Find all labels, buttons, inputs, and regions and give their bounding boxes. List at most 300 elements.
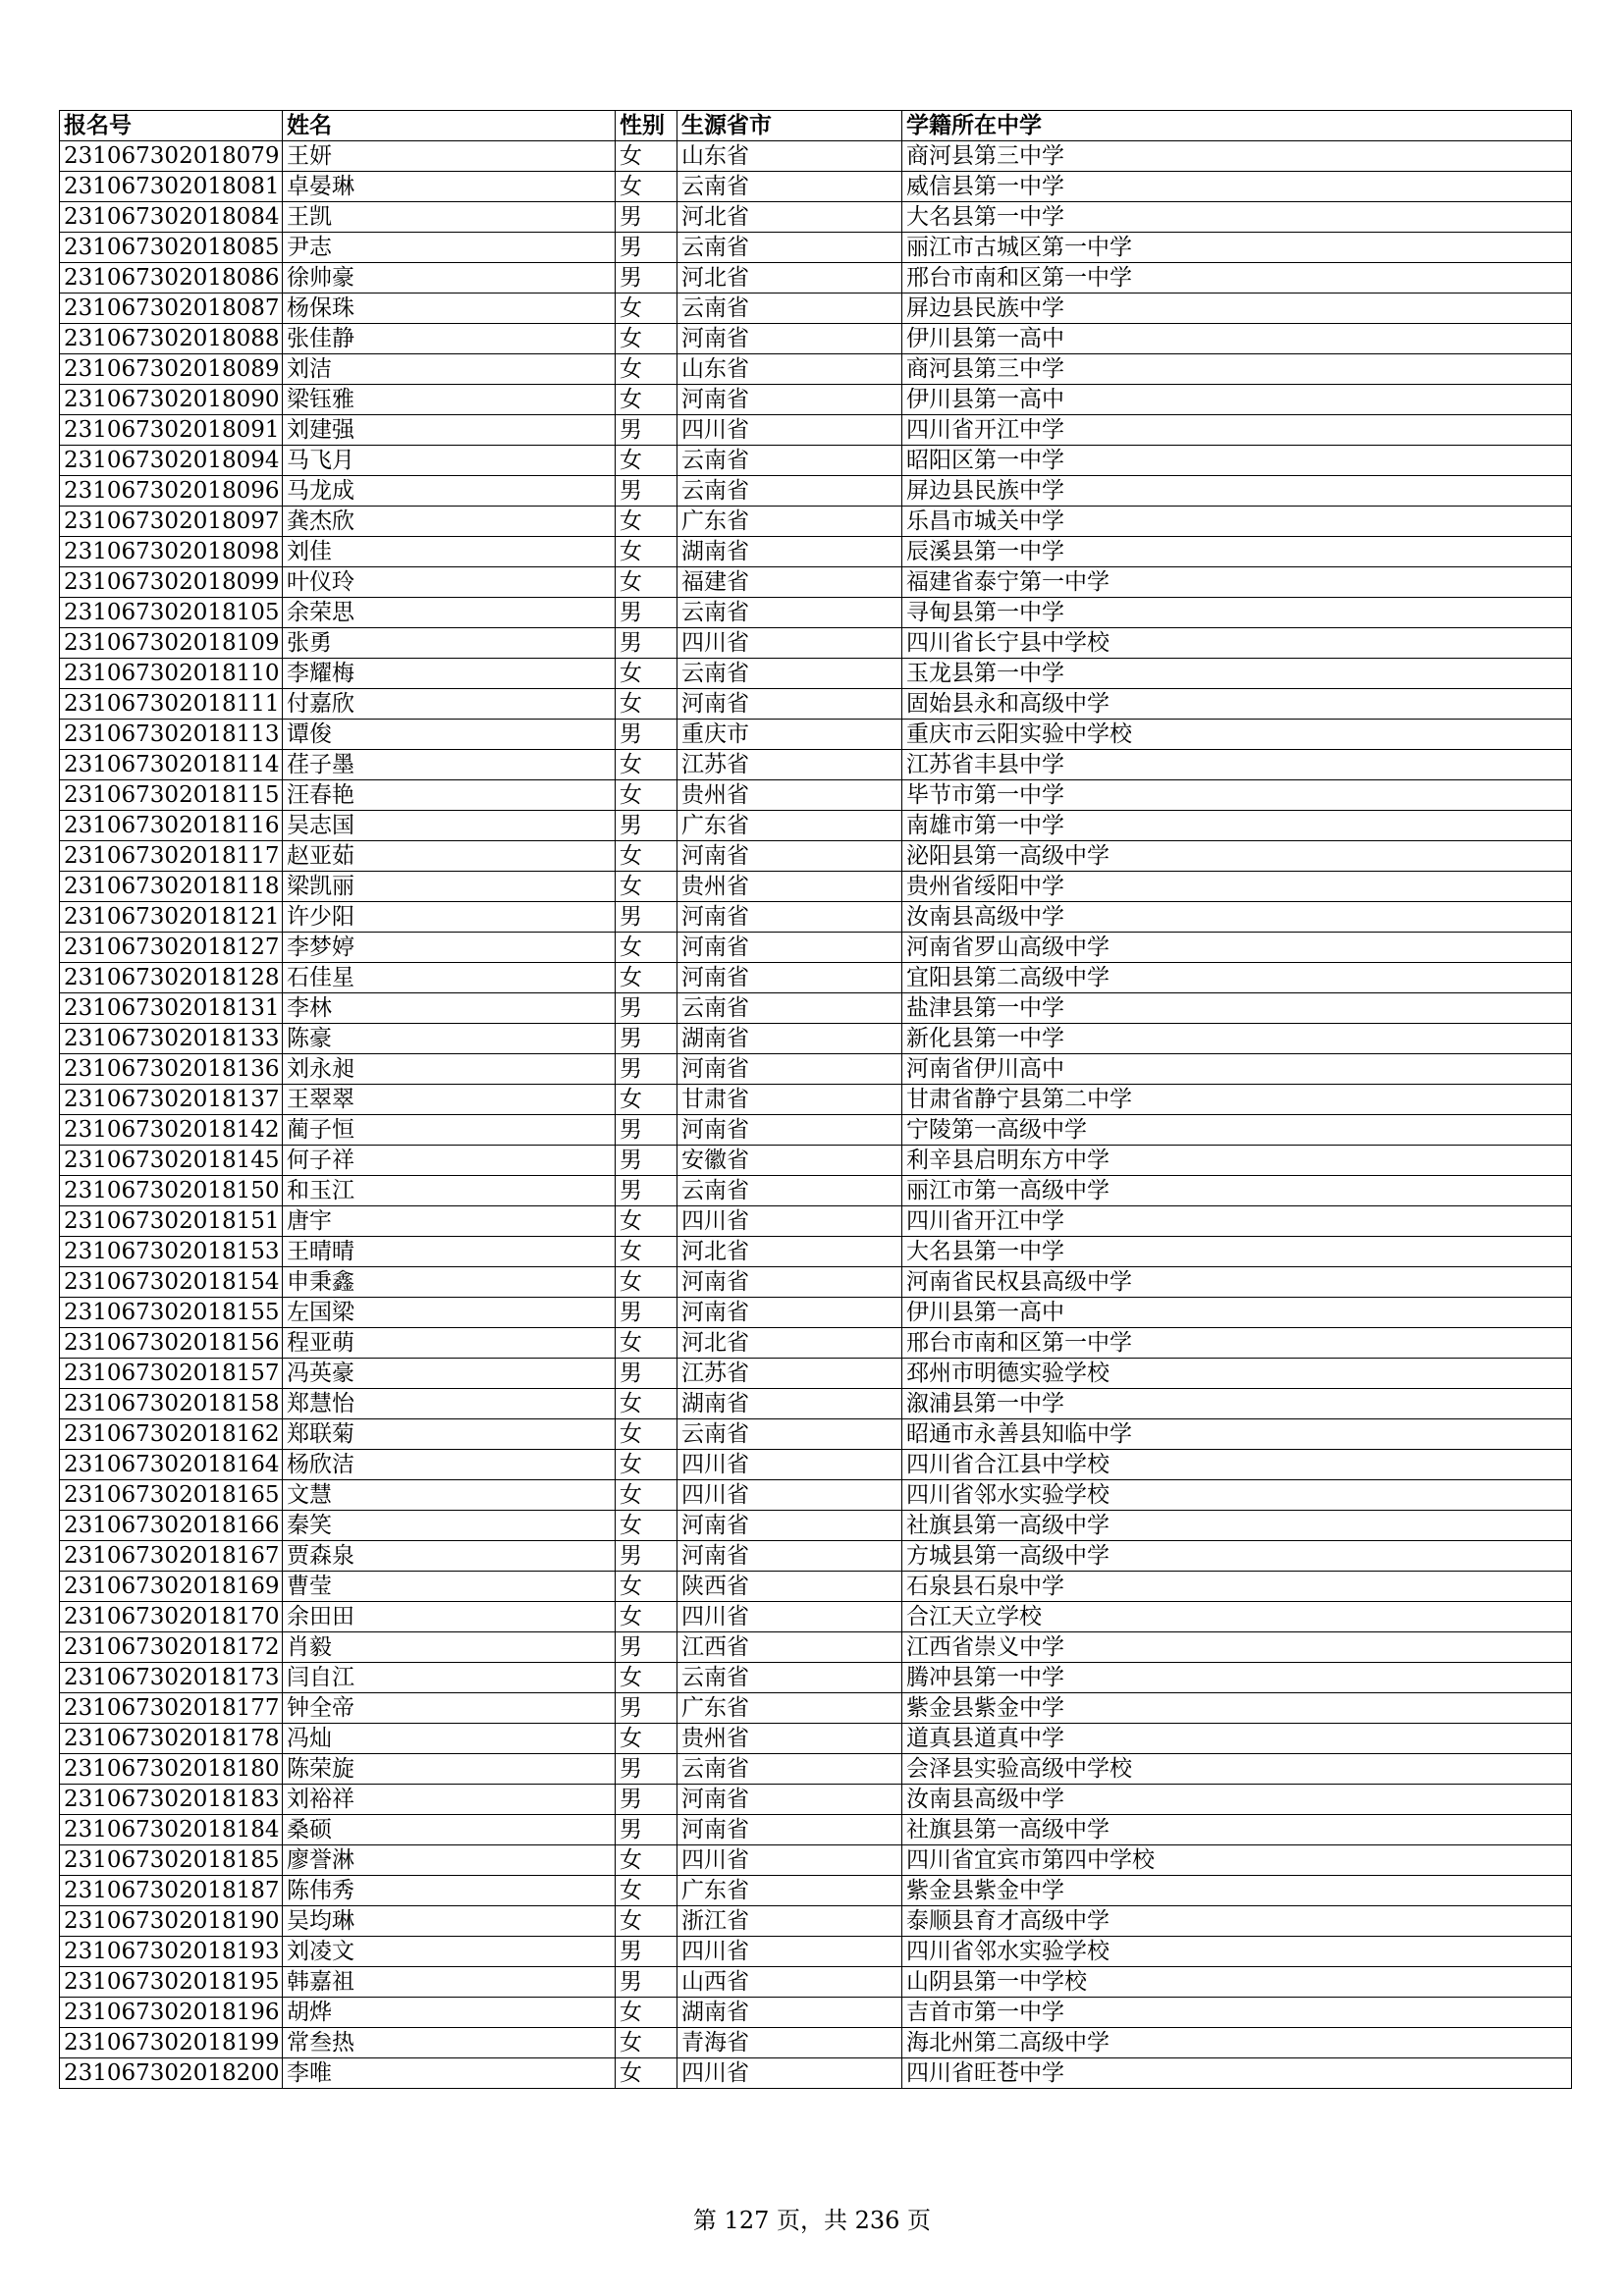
school-cell: 屏边县民族中学 [902,476,1572,507]
gender-cell: 女 [616,1085,677,1115]
province-cell: 河南省 [677,1115,902,1146]
province-cell: 云南省 [677,233,902,263]
province-cell: 河南省 [677,1298,902,1328]
registration-number-cell: 231067302018165 [60,1480,283,1511]
school-cell: 泰顺县育才高级中学 [902,1906,1572,1937]
registration-number-cell: 231067302018114 [60,750,283,780]
school-cell: 河南省民权县高级中学 [902,1267,1572,1298]
gender-cell: 女 [616,1511,677,1541]
table-row [60,537,1572,567]
name-cell: 荏子墨 [283,750,616,780]
name-cell: 冯英豪 [283,1359,616,1389]
name-cell: 谭俊 [283,720,616,750]
school-cell: 商河县第三中学 [902,354,1572,385]
gender-cell: 女 [616,567,677,598]
registration-number-cell: 231067302018094 [60,446,283,476]
province-cell: 河北省 [677,263,902,294]
table-row [60,872,1572,902]
school-cell: 汝南县高级中学 [902,902,1572,933]
name-cell: 吴志国 [283,811,616,841]
province-cell: 广东省 [677,1876,902,1906]
school-cell: 四川省宜宾市第四中学校 [902,1845,1572,1876]
school-cell: 伊川县第一高中 [902,1298,1572,1328]
table-row [60,294,1572,324]
table-row [60,1693,1572,1724]
school-cell: 盐津县第一中学 [902,993,1572,1024]
province-cell: 河南省 [677,963,902,993]
school-cell: 宁陵第一高级中学 [902,1115,1572,1146]
province-cell: 河南省 [677,1511,902,1541]
province-cell: 四川省 [677,628,902,659]
gender-cell: 女 [616,537,677,567]
table-row [60,1632,1572,1663]
school-cell: 会泽县实验高级中学校 [902,1754,1572,1785]
name-cell: 叶仪玲 [283,567,616,598]
gender-cell: 女 [616,689,677,720]
province-cell: 河南省 [677,1267,902,1298]
registration-number-cell: 231067302018187 [60,1876,283,1906]
school-cell: 屏边县民族中学 [902,294,1572,324]
registration-number-cell: 231067302018086 [60,263,283,294]
gender-cell: 女 [616,172,677,202]
gender-cell: 男 [616,1754,677,1785]
gender-cell: 女 [616,780,677,811]
school-cell: 泌阳县第一高级中学 [902,841,1572,872]
school-cell: 福建省泰宁第一中学 [902,567,1572,598]
province-cell: 河南省 [677,933,902,963]
name-cell: 李林 [283,993,616,1024]
province-cell: 湖南省 [677,1389,902,1419]
gender-cell: 男 [616,1024,677,1054]
table-row [60,659,1572,689]
table-row [60,1024,1572,1054]
table-row [60,811,1572,841]
school-cell: 四川省开江中学 [902,415,1572,446]
registration-number-cell: 231067302018079 [60,141,283,172]
gender-cell: 女 [616,933,677,963]
name-cell: 徐帅豪 [283,263,616,294]
school-cell: 腾冲县第一中学 [902,1663,1572,1693]
school-cell: 丽江市第一高级中学 [902,1176,1572,1206]
registration-number-cell: 231067302018150 [60,1176,283,1206]
registration-number-cell: 231067302018128 [60,963,283,993]
registration-number-cell: 231067302018154 [60,1267,283,1298]
table-row [60,720,1572,750]
school-cell: 寻甸县第一中学 [902,598,1572,628]
gender-cell: 男 [616,993,677,1024]
name-cell: 陈荣旋 [283,1754,616,1785]
province-cell: 云南省 [677,172,902,202]
registration-number-cell: 231067302018116 [60,811,283,841]
school-cell: 紫金县紫金中学 [902,1876,1572,1906]
gender-cell: 男 [616,811,677,841]
name-cell: 马龙成 [283,476,616,507]
table-row [60,1724,1572,1754]
gender-cell: 女 [616,750,677,780]
table-row [60,324,1572,354]
table-row [60,1298,1572,1328]
table-row [60,354,1572,385]
registration-number-cell: 231067302018184 [60,1815,283,1845]
registration-number-cell: 231067302018170 [60,1602,283,1632]
registration-number-cell: 231067302018105 [60,598,283,628]
gender-cell: 男 [616,1785,677,1815]
name-cell: 郑慧怡 [283,1389,616,1419]
name-cell: 余荣思 [283,598,616,628]
registration-number-cell: 231067302018098 [60,537,283,567]
school-cell: 四川省邻水实验学校 [902,1937,1572,1967]
school-cell: 玉龙县第一中学 [902,659,1572,689]
gender-cell: 女 [616,1663,677,1693]
table-row [60,689,1572,720]
school-cell: 利辛县启明东方中学 [902,1146,1572,1176]
table-row [60,902,1572,933]
name-cell: 冯灿 [283,1724,616,1754]
school-cell: 昭通市永善县知临中学 [902,1419,1572,1450]
name-cell: 何子祥 [283,1146,616,1176]
province-cell: 云南省 [677,598,902,628]
name-cell: 刘建强 [283,415,616,446]
name-cell: 吴均琳 [283,1906,616,1937]
table-row [60,202,1572,233]
registration-number-cell: 231067302018156 [60,1328,283,1359]
registration-number-cell: 231067302018178 [60,1724,283,1754]
registration-number-cell: 231067302018173 [60,1663,283,1693]
gender-cell: 男 [616,1176,677,1206]
table-row [60,263,1572,294]
province-cell: 甘肃省 [677,1085,902,1115]
name-cell: 张勇 [283,628,616,659]
registration-number-cell: 231067302018190 [60,1906,283,1937]
school-cell: 固始县永和高级中学 [902,689,1572,720]
gender-cell: 男 [616,263,677,294]
table-row [60,1267,1572,1298]
school-cell: 邢台市南和区第一中学 [902,1328,1572,1359]
gender-cell: 女 [616,841,677,872]
registration-number-cell: 231067302018097 [60,507,283,537]
school-cell: 四川省邻水实验学校 [902,1480,1572,1511]
province-cell: 河南省 [677,385,902,415]
table-row [60,1602,1572,1632]
table-row [60,2058,1572,2089]
table-row [60,1906,1572,1937]
table-row [60,1815,1572,1845]
province-cell: 云南省 [677,1419,902,1450]
name-cell: 桑硕 [283,1815,616,1845]
province-cell: 湖南省 [677,1024,902,1054]
gender-cell: 男 [616,720,677,750]
gender-cell: 女 [616,1328,677,1359]
gender-cell: 女 [616,1419,677,1450]
registration-number-cell: 231067302018133 [60,1024,283,1054]
name-cell: 梁钰雅 [283,385,616,415]
table-row [60,1572,1572,1602]
school-cell: 四川省合江县中学校 [902,1450,1572,1480]
province-cell: 河南省 [677,902,902,933]
province-cell: 河南省 [677,1541,902,1572]
gender-cell: 女 [616,1876,677,1906]
registration-number-cell: 231067302018180 [60,1754,283,1785]
school-cell: 江西省崇义中学 [902,1632,1572,1663]
registration-number-cell: 231067302018137 [60,1085,283,1115]
header-gender: 性别 [616,111,677,141]
province-cell: 四川省 [677,415,902,446]
gender-cell: 女 [616,1906,677,1937]
header-registration-number: 报名号 [60,111,283,141]
registration-number-cell: 231067302018121 [60,902,283,933]
header-province: 生源省市 [677,111,902,141]
table-row [60,1450,1572,1480]
name-cell: 唐宇 [283,1206,616,1237]
gender-cell: 男 [616,1298,677,1328]
gender-cell: 女 [616,1602,677,1632]
admission-list-table [59,110,1572,2089]
registration-number-cell: 231067302018113 [60,720,283,750]
name-cell: 郑联菊 [283,1419,616,1450]
gender-cell: 男 [616,1693,677,1724]
school-cell: 石泉县石泉中学 [902,1572,1572,1602]
province-cell: 云南省 [677,1754,902,1785]
registration-number-cell: 231067302018131 [60,993,283,1024]
table-row [60,1663,1572,1693]
province-cell: 云南省 [677,1663,902,1693]
province-cell: 贵州省 [677,1724,902,1754]
name-cell: 胡烨 [283,1998,616,2028]
name-cell: 和玉江 [283,1176,616,1206]
name-cell: 刘永昶 [283,1054,616,1085]
school-cell: 道真县道真中学 [902,1724,1572,1754]
name-cell: 申秉鑫 [283,1267,616,1298]
gender-cell: 男 [616,415,677,446]
name-cell: 李梦婷 [283,933,616,963]
gender-cell: 女 [616,324,677,354]
table-row [60,1876,1572,1906]
gender-cell: 女 [616,2058,677,2089]
province-cell: 贵州省 [677,872,902,902]
name-cell: 闫自江 [283,1663,616,1693]
name-cell: 韩嘉祖 [283,1967,616,1998]
table-row [60,385,1572,415]
school-cell: 吉首市第一中学 [902,1998,1572,2028]
gender-cell: 女 [616,659,677,689]
school-cell: 邢台市南和区第一中学 [902,263,1572,294]
gender-cell: 男 [616,598,677,628]
name-cell: 王妍 [283,141,616,172]
table-row [60,1085,1572,1115]
registration-number-cell: 231067302018142 [60,1115,283,1146]
registration-number-cell: 231067302018110 [60,659,283,689]
province-cell: 云南省 [677,993,902,1024]
province-cell: 山东省 [677,354,902,385]
table-row [60,1054,1572,1085]
school-cell: 四川省开江中学 [902,1206,1572,1237]
province-cell: 福建省 [677,567,902,598]
school-cell: 丽江市古城区第一中学 [902,233,1572,263]
name-cell: 李耀梅 [283,659,616,689]
province-cell: 四川省 [677,1450,902,1480]
school-cell: 昭阳区第一中学 [902,446,1572,476]
registration-number-cell: 231067302018111 [60,689,283,720]
name-cell: 王凯 [283,202,616,233]
header-name: 姓名 [283,111,616,141]
registration-number-cell: 231067302018081 [60,172,283,202]
registration-number-cell: 231067302018166 [60,1511,283,1541]
name-cell: 王翠翠 [283,1085,616,1115]
province-cell: 陕西省 [677,1572,902,1602]
table-row [60,507,1572,537]
school-cell: 贵州省绥阳中学 [902,872,1572,902]
registration-number-cell: 231067302018099 [60,567,283,598]
name-cell: 廖誉淋 [283,1845,616,1876]
province-cell: 山东省 [677,141,902,172]
province-cell: 江西省 [677,1632,902,1663]
table-row [60,1115,1572,1146]
school-cell: 方城县第一高级中学 [902,1541,1572,1572]
gender-cell: 男 [616,1541,677,1572]
name-cell: 常叁热 [283,2028,616,2058]
registration-number-cell: 231067302018151 [60,1206,283,1237]
gender-cell: 男 [616,1359,677,1389]
school-cell: 伊川县第一高中 [902,324,1572,354]
province-cell: 广东省 [677,507,902,537]
province-cell: 四川省 [677,1602,902,1632]
name-cell: 蔺子恒 [283,1115,616,1146]
province-cell: 云南省 [677,1176,902,1206]
gender-cell: 男 [616,476,677,507]
table-row [60,141,1572,172]
page-number-footer: 第 127 页，共 236 页 [692,2207,932,2234]
table-row [60,476,1572,507]
name-cell: 许少阳 [283,902,616,933]
province-cell: 河南省 [677,1785,902,1815]
registration-number-cell: 231067302018091 [60,415,283,446]
gender-cell: 女 [616,1450,677,1480]
table-row [60,1359,1572,1389]
name-cell: 刘凌文 [283,1937,616,1967]
school-cell: 甘肃省静宁县第二中学 [902,1085,1572,1115]
province-cell: 云南省 [677,659,902,689]
gender-cell: 女 [616,385,677,415]
registration-number-cell: 231067302018084 [60,202,283,233]
gender-cell: 女 [616,1572,677,1602]
registration-number-cell: 231067302018196 [60,1998,283,2028]
name-cell: 尹志 [283,233,616,263]
gender-cell: 女 [616,1480,677,1511]
school-cell: 河南省罗山高级中学 [902,933,1572,963]
table-row [60,628,1572,659]
registration-number-cell: 231067302018183 [60,1785,283,1815]
table-row [60,172,1572,202]
province-cell: 河北省 [677,1328,902,1359]
gender-cell: 女 [616,1237,677,1267]
name-cell: 李唯 [283,2058,616,2089]
school-cell: 四川省旺苍中学 [902,2058,1572,2089]
school-cell: 南雄市第一中学 [902,811,1572,841]
gender-cell: 男 [616,1146,677,1176]
name-cell: 左国梁 [283,1298,616,1328]
registration-number-cell: 231067302018193 [60,1937,283,1967]
registration-number-cell: 231067302018155 [60,1298,283,1328]
province-cell: 河南省 [677,1815,902,1845]
province-cell: 广东省 [677,811,902,841]
gender-cell: 男 [616,628,677,659]
table-row [60,2028,1572,2058]
table-row [60,933,1572,963]
name-cell: 王晴晴 [283,1237,616,1267]
name-cell: 曹莹 [283,1572,616,1602]
school-cell: 社旗县第一高级中学 [902,1815,1572,1845]
province-cell: 重庆市 [677,720,902,750]
table-row [60,598,1572,628]
province-cell: 四川省 [677,1206,902,1237]
school-cell: 辰溪县第一中学 [902,537,1572,567]
registration-number-cell: 231067302018158 [60,1389,283,1419]
registration-number-cell: 231067302018153 [60,1237,283,1267]
name-cell: 马飞月 [283,446,616,476]
registration-number-cell: 231067302018085 [60,233,283,263]
registration-number-cell: 231067302018145 [60,1146,283,1176]
registration-number-cell: 231067302018172 [60,1632,283,1663]
registration-number-cell: 231067302018169 [60,1572,283,1602]
school-cell: 宜阳县第二高级中学 [902,963,1572,993]
gender-cell: 男 [616,1115,677,1146]
name-cell: 钟全帝 [283,1693,616,1724]
province-cell: 河南省 [677,1054,902,1085]
registration-number-cell: 231067302018164 [60,1450,283,1480]
gender-cell: 女 [616,963,677,993]
table-row [60,1237,1572,1267]
table-row [60,1785,1572,1815]
table-row [60,993,1572,1024]
school-cell: 乐昌市城关中学 [902,507,1572,537]
table-row [60,1206,1572,1237]
gender-cell: 女 [616,446,677,476]
gender-cell: 女 [616,1998,677,2028]
gender-cell: 女 [616,872,677,902]
province-cell: 青海省 [677,2028,902,2058]
table-row [60,1754,1572,1785]
gender-cell: 女 [616,1845,677,1876]
school-cell: 社旗县第一高级中学 [902,1511,1572,1541]
name-cell: 陈豪 [283,1024,616,1054]
gender-cell: 女 [616,141,677,172]
province-cell: 四川省 [677,1480,902,1511]
province-cell: 四川省 [677,1845,902,1876]
province-cell: 四川省 [677,1937,902,1967]
table-row [60,1480,1572,1511]
school-cell: 紫金县紫金中学 [902,1693,1572,1724]
province-cell: 江苏省 [677,1359,902,1389]
school-cell: 威信县第一中学 [902,172,1572,202]
province-cell: 河北省 [677,202,902,233]
name-cell: 陈伟秀 [283,1876,616,1906]
table-row [60,1419,1572,1450]
registration-number-cell: 231067302018096 [60,476,283,507]
name-cell: 卓晏琳 [283,172,616,202]
school-cell: 邳州市明德实验学校 [902,1359,1572,1389]
province-cell: 云南省 [677,294,902,324]
province-cell: 河南省 [677,324,902,354]
registration-number-cell: 231067302018162 [60,1419,283,1450]
school-cell: 伊川县第一高中 [902,385,1572,415]
school-cell: 重庆市云阳实验中学校 [902,720,1572,750]
gender-cell: 女 [616,507,677,537]
school-cell: 山阴县第一中学校 [902,1967,1572,1998]
registration-number-cell: 231067302018090 [60,385,283,415]
name-cell: 刘裕祥 [283,1785,616,1815]
name-cell: 付嘉欣 [283,689,616,720]
table-row [60,1511,1572,1541]
